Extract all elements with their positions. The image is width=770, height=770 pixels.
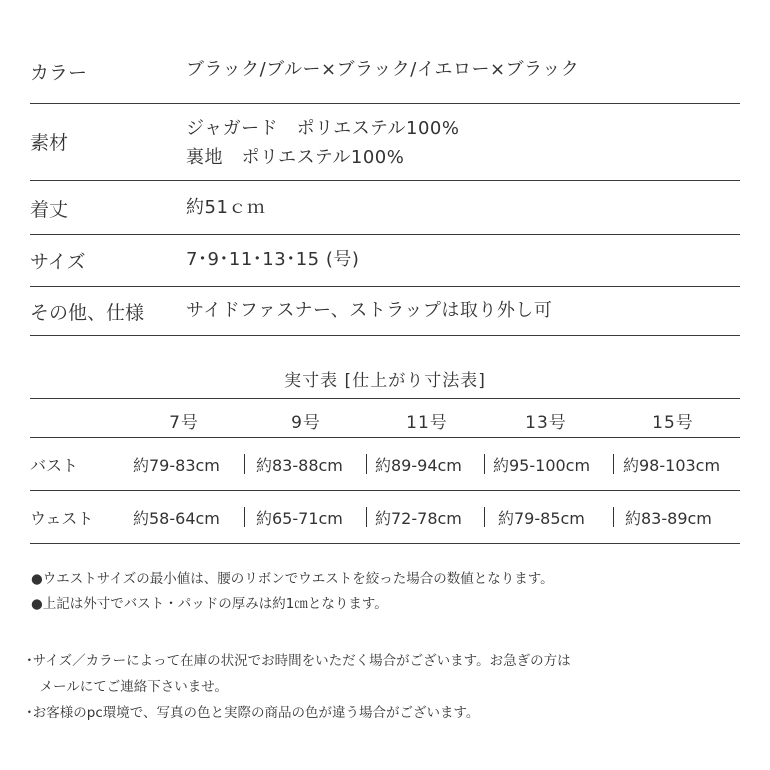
spec-label: サイズ: [30, 251, 86, 273]
size-row-label: バスト: [30, 456, 79, 475]
cell-divider: [484, 507, 485, 527]
spec-value-line: 7･9･11･13･15 (号): [186, 249, 360, 270]
size-cell: 約72-78cm: [375, 509, 462, 528]
cell-divider: [613, 507, 614, 527]
spec-label: 素材: [30, 132, 69, 154]
notice-line: メールにてご連絡下さいませ。: [26, 679, 228, 695]
spec-value-line: 裏地 ポリエステル100%: [186, 147, 405, 168]
size-cell: 約79-85cm: [498, 509, 585, 528]
spec-label: その他、仕様: [30, 302, 145, 324]
spec-value-line: 約51ｃｍ: [186, 197, 266, 218]
size-cell: 約79-83cm: [133, 456, 220, 475]
size-cell: 約58-64cm: [133, 509, 220, 528]
size-cell: 約65-71cm: [256, 509, 343, 528]
note-line: ●ウエストサイズの最小値は、腰のリボンでウエストを絞った場合の数値となります。: [31, 571, 554, 587]
spec-value: [186, 55, 579, 84]
size-row-waist: [30, 490, 740, 544]
size-header: 9号: [291, 413, 321, 433]
size-cell: 約95-100cm: [493, 456, 591, 475]
spec-row-color: [30, 50, 740, 104]
size-table-header-row: [30, 398, 740, 437]
spec-row-length: [30, 181, 740, 235]
size-header: 15号: [652, 413, 694, 433]
size-row-bust: [30, 437, 740, 490]
size-cell: 約83-89cm: [625, 509, 712, 528]
cell-divider: [613, 454, 614, 474]
spec-row-size: [30, 235, 740, 287]
spec-label: カラー: [30, 62, 88, 84]
notice-block: [26, 648, 571, 726]
notice-line: ･サイズ／カラーによって在庫の状況でお時間をいただく場合がございます。お急ぎの方は: [26, 653, 571, 669]
note-line: ●上記は外寸でバスト・パッドの厚みは約1㎝となります。: [31, 596, 388, 612]
size-cell: 約98-103cm: [623, 456, 721, 475]
cell-divider: [366, 454, 367, 474]
spec-row-material: [30, 104, 740, 181]
spec-label: 着丈: [30, 199, 69, 221]
size-table-title: 実寸表 [仕上がり寸法表]: [284, 371, 486, 391]
spec-value: [186, 296, 552, 325]
size-cell: 約89-94cm: [375, 456, 462, 475]
spec-value: [186, 245, 359, 274]
spec-value: [186, 193, 265, 222]
cell-divider: [366, 507, 367, 527]
size-header: 7号: [169, 413, 199, 433]
size-cell: 約83-88cm: [256, 456, 343, 475]
size-row-label: ウェスト: [30, 509, 94, 528]
cell-divider: [244, 454, 245, 474]
notice-line: ･お客様のpc環境で、写真の色と実際の商品の色が違う場合がございます。: [26, 705, 480, 721]
size-table: [30, 398, 740, 544]
spec-row-other: [30, 287, 740, 336]
size-header: 13号: [525, 413, 567, 433]
spec-value: [186, 114, 459, 172]
size-header: 11号: [406, 413, 448, 433]
spec-value-line: ブラック/ブルー×ブラック/イエロー×ブラック: [186, 59, 580, 80]
spec-value-line: サイドファスナー、ストラップは取り外し可: [186, 300, 553, 321]
notes-block: [31, 567, 554, 617]
spec-value-line: ジャガード ポリエステル100%: [186, 118, 460, 139]
cell-divider: [244, 507, 245, 527]
cell-divider: [484, 454, 485, 474]
spec-table: [30, 50, 740, 336]
